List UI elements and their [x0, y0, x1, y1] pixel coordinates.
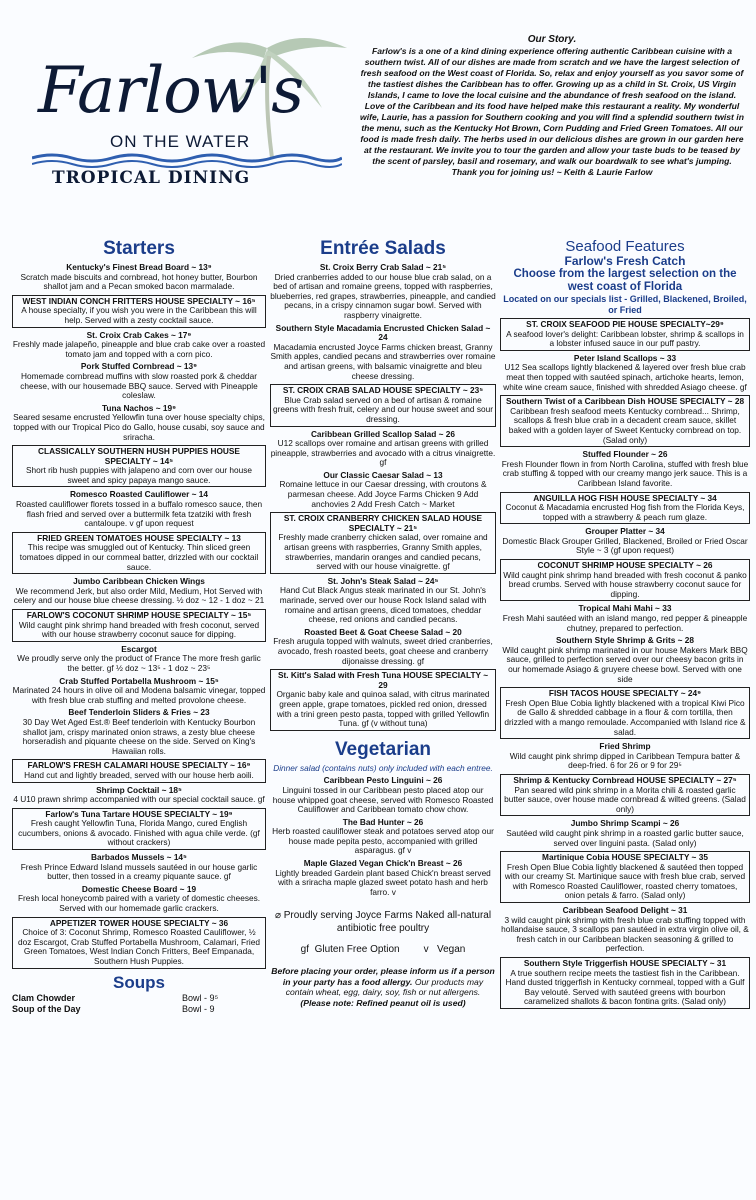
menu-item [270, 776, 496, 814]
vegetarian-title: Vegetarian [334, 738, 432, 760]
vegetarian-note: Dinner salad (contains nuts) only included with each entree. [273, 762, 493, 773]
menu-item-description: Wild caught pink shrimp hand breaded with fresh coconut & panko bread crumbs. Served with house strawberry coconut sauce for dipping. [503, 569, 747, 599]
menu-item-description: Wild caught pink shrimp marinated in our house Makers Mark BBQ sauce, grilled to perfection served over our cheesy bacon grits in our homemade Asiago & gruyere cheese bowl. Served with one side [502, 644, 748, 684]
menu-item [12, 677, 266, 706]
menu-item [12, 490, 266, 528]
menu-item-name: Tropical Mahi Mahi ~ 33 [578, 603, 672, 614]
menu-item-description: Blue Crab salad served on a bed of artisan & romaine greens with fresh fruit, celery and our house sweet and sour dressing. [273, 394, 493, 424]
menu-item-name: Roasted Beet & Goat Cheese Salad ~ 20 [304, 626, 462, 637]
menu-item-description: A true southern recipe meets the tastiest fish in the Caribbean. Hand dusted triggerfish in Kentucky cornmeal, topped with a Gulf Bay velouté. Served with sautéed greens with bourbon caramelized shallots & bacon fontina grits. (Salad only) [505, 967, 745, 1007]
menu-item-name: Caribbean Grilled Scallop Salad ~ 26 [310, 428, 456, 439]
menu-item-name: ST. CROIX CRAB SALAD HOUSE SPECIALTY ~ 23⁵ [282, 385, 484, 396]
legend [270, 909, 496, 956]
menu-item-name: Shrimp Cocktail ~ 18⁵ [96, 784, 182, 795]
menu-item-name: Romesco Roasted Cauliflower ~ 14 [69, 489, 209, 500]
menu-item [12, 532, 266, 574]
soup-price: Bowl - 9⁵ [182, 992, 219, 1003]
menu-item-description: Fresh Flounder flown in from North Carolina, stuffed with fresh blue crab stuffing & topped with our creamy mango jerk sauce. This is a Caribbean Island favorite. [501, 458, 749, 488]
menu-item-description: Lightly breaded Gardein plant based Chick'n breast served with a sriracha maple glazed sweet potato hash and herb farro. v [275, 867, 491, 897]
menu-item-name: Our Classic Caesar Salad ~ 13 [323, 469, 443, 480]
menu-item [500, 687, 750, 739]
menu-item-description: Homemade cornbread muffins with slow roasted pork & cheddar cheese, with our housemade BBQ sauce. Served with Pineapple coleslaw. [20, 370, 258, 401]
menu-item-description: We recommend Jerk, but also order Mild, Medium, Hot Served with celery and our house blue cheese dressing. ½ doz ~ 12 - 1 doz ~ 21 [13, 585, 265, 606]
menu-item-name: FARLOW'S COCONUT SHRIMP HOUSE SPECIALTY ~ 15⁵ [26, 610, 252, 620]
menu-item-description: Roasted cauliflower florets tossed in a buffalo romesco sauce, then flash fried and served over a buttermilk feta tzatziki with fresh cantaloupe. v gf upon request [15, 499, 263, 529]
fresh-catch-note: Located on our specials list - Grilled, Blackened, Broiled, or Fried [503, 294, 747, 315]
menu-item-description: Macadamia encrusted Joyce Farms chicken breast, Granny Smith apples, candied pecans and strawberries over romaine and artisan greens, with balsamic vinaigrette and bleu cheese dressing. [270, 341, 496, 381]
menu-item-name: FRIED GREEN TOMATOES HOUSE SPECIALTY ~ 13 [37, 532, 241, 543]
menu-item-name: ANGUILLA HOG FISH HOUSE SPECIALTY ~ 34 [533, 492, 717, 503]
menu-item [500, 604, 750, 633]
soups-title: Soups [113, 972, 165, 992]
menu-item-name: ST. CROIX SEAFOOD PIE HOUSE SPECIALTY~29⁹ [526, 319, 724, 329]
menu-item-description: Domestic Black Grouper Grilled, Blackened, Broiled or Fried Oscar Style ~ 3 (gf upon request) [502, 535, 748, 556]
menu-item [270, 628, 496, 666]
menu-item-name: St. Croix Berry Crab Salad ~ 21⁵ [319, 262, 447, 272]
allergy-notice: Before placing your order, please inform us if a person in your party has a food allergy. Our products may contain wheat, egg, dairy, soy, fish or nut allergens. (Please note: Refined peanut oil is used) [271, 966, 495, 1008]
menu-item-name: FISH TACOS HOUSE SPECIALTY ~ 24⁹ [548, 688, 702, 699]
menu-item-description: Coconut & Macadamia encrusted Hog fish from the Florida Keys, topped with a strawberry & peach rum glaze. [505, 502, 745, 522]
menu-item-description: Wild caught pink shrimp hand breaded with fresh coconut, served with our house strawberry coconut sauce for dipping. [18, 619, 260, 640]
menu-item-name: Southern Style Macadamia Encrusted Chicken Salad ~ 24 [275, 322, 491, 343]
menu-item-description: Fresh arugula topped with walnuts, sweet dried cranberries, avocado, fresh roasted beets, goat cheese and cranberry dijonaisse dressing. gf [273, 636, 493, 666]
menu-item-name: Southern Twist of a Caribbean Dish HOUSE SPECIALTY ~ 28 [505, 396, 745, 407]
menu-item [12, 577, 266, 606]
menu-item-description: U12 Sea scallops lightly blackened & layered over fresh blue crab meat then topped with sautéed spinach, artichoke hearts, lemon, white wine cream sauce, finished with shredded Asiago cheese. gf [503, 362, 747, 392]
menu-item-name: Fried Shrimp [599, 741, 651, 752]
menu-item-description: Freshly made cranberry chicken salad, over romaine and artisan greens with raspberries, Granny Smith apples, strawberries, mandarin oranges and candied pecans, served with our house vinaigrette. gf [278, 532, 488, 572]
menu-item-name: Maple Glazed Vegan Chick'n Breast ~ 26 [303, 858, 463, 869]
menu-item-description: Hand Cut Black Angus steak marinated in our St. John's marinade, served over our house Rock Island salad with romaine and artisan greens, diced tomatoes, cheddar cheese, red onions and candied pecans. [279, 585, 487, 625]
menu-item-description: Fresh Open Blue Cobia lightly blackened with a tropical Kiwi Pico de Gallo & shredded cabbage in a flour & corn tortilla, then drizzled with a mango remoulade. Accompanied with Island rice & salad. [504, 697, 746, 737]
menu-item-description: Herb roasted cauliflower steak and potatoes served atop our house made pepita pesto, accompanied with grilled asparagus. gf v [272, 826, 494, 856]
menu-item [500, 492, 750, 525]
menu-item-description: Dried cranberries added to our house blue crab salad, on a bed of artisan and romaine greens, topped with raspberries, blueberries, red grapes, strawberries, pineapple, and candied pecans, in a crispy cinnamon sugar bowl. Served with raspberry vinaigrette. [270, 271, 496, 320]
brand-tagline: ON THE WATER [110, 132, 251, 151]
story-signoff: Thank you for joining us! ~ Keith & Laurie Farlow [451, 167, 653, 177]
menu-item [500, 819, 750, 848]
legend-joyce: ⌀ Proudly serving Joyce Farms Naked all-natural antibiotic free poultry [274, 910, 492, 935]
restaurant-logo [22, 28, 352, 198]
menu-item-description: Pan seared wild pink shrimp in a Morita chili & roasted garlic butter sauce, over house made cornbread & wilted greens. (Salad only) [504, 784, 746, 814]
menu-item [270, 818, 496, 856]
menu-item-description: 4 U10 prawn shrimp accompanied with our special cocktail sauce. gf [13, 794, 265, 805]
menu-item [500, 742, 750, 771]
menu-item-description: Scratch made biscuits and cornbread, hot honey butter, Bourbon shallot jam and a Pecan smoked bacon marmalade. [20, 271, 258, 292]
seafood-list [500, 318, 750, 1009]
menu-item-name: Barbados Mussels ~ 14⁵ [91, 852, 187, 863]
menu-item-description: Short rib hush puppies with jalapeno and corn over our house sweet and spicy papaya mango sauce. [25, 465, 252, 485]
menu-item-name: Caribbean Pesto Linguini ~ 26 [323, 775, 443, 786]
starters-column [12, 238, 266, 1015]
menu-item [270, 263, 496, 321]
menu-item-description: Fresh caught Yellowfin Tuna, Florida Mango, cured English cucumbers, onions & avocado. Finished with agua chile verde. (gf without crackers) [18, 818, 260, 848]
menu-item-name: APPETIZER TOWER HOUSE SPECIALTY ~ 36 [49, 917, 229, 928]
seafood-title: Seafood Features [565, 238, 685, 255]
menu-item-description: 3 wild caught pink shrimp with fresh blue crab stuffing topped with hollandaise sauce, 3 scallops pan sautéed in extra virgin olive oil, & fresh catch in our Caribbean blacken seasoning & grilled to perfection. [501, 914, 749, 954]
brand-name: Farlow's [38, 54, 304, 128]
menu-item-description: Romaine lettuce in our Caesar dressing, with croutons & parmesan cheese. Add Joyce Farms Chicken 9 Add anchovies 2 Add Fresh Catch ~ Market [279, 479, 487, 509]
menu-item-description: Wild caught pink shrimp dipped in Caribbean Tempura batter & deep-fried. 6 for 26 or 9 for 29⁵ [509, 750, 741, 771]
salads-title: Entrée Salads [320, 238, 446, 259]
menu-item-description: U12 scallops over romaine and artisan greens with grilled pineapple, strawberries and avocado with a citrus vinaigrette. gf [270, 438, 496, 468]
menu-item-description: Fresh Mahi sautéed with an island mango, red pepper & pineapple chutney, prepared to perfection. [502, 613, 748, 633]
menu-item-name: Beef Tenderloin Sliders & Fries ~ 23 [68, 707, 210, 718]
menu-item [500, 395, 750, 447]
menu-item [270, 669, 496, 731]
salads-column [270, 238, 496, 1008]
menu-item-description: Freshly made jalapeño, pineapple and blue crab cake over a roasted tomato jam and topped with a corn pico. [12, 339, 266, 359]
soup-name: Soup of the Day [12, 1003, 81, 1014]
menu-item-description: Fresh local honeycomb paired with a variety of domestic cheeses. Served with our homemade garlic crackers. [17, 893, 261, 914]
menu-item [500, 957, 750, 1009]
soup-price: Bowl - 9 [182, 1003, 215, 1014]
menu-item-name: Southern Style Shrimp & Grits ~ 28 [555, 635, 695, 646]
menu-item [12, 645, 266, 674]
menu-item-name: Kentucky's Finest Bread Board ~ 13⁹ [66, 262, 212, 272]
menu-item [270, 324, 496, 382]
menu-item-name: St. Croix Crab Cakes ~ 17⁹ [86, 329, 192, 340]
menu-item-name: Pork Stuffed Cornbread ~ 13⁹ [80, 361, 198, 372]
menu-item-description: Caribbean fresh seafood meets Kentucky cornbread... Shrimp, scallops & fresh blue crab in a decadent cream sauce, skillet baked with a golden layer of Sweet Kentucky cornbread on top. (Salad only) [508, 405, 742, 445]
menu-item-name: WEST INDIAN CONCH FRITTERS HOUSE SPECIALTY ~ 16⁵ [22, 295, 256, 306]
menu-item-description: Fresh Open Blue Cobia lightly blackened & sautéed then topped with our creamy St. Martinique sauce with fresh blue crab, served with Romesco Roasted Cauliflower, roasted cherry tomatoes, onion petals & farro. (Salad only) [504, 861, 746, 901]
menu-item-name: The Bad Hunter ~ 26 [342, 816, 424, 827]
menu-item-name: CLASSICALLY SOUTHERN HUSH PUPPIES HOUSE SPECIALTY ~ 14⁵ [38, 446, 240, 466]
menu-item-name: Peter Island Scallops ~ 33 [573, 352, 677, 363]
menu-item-description: Seared sesame encrusted Yellowfin tuna over house specialty chips, topped with our Tropical Pico do Gallo, house cusabi, soy sauce and sriracha. [13, 412, 265, 442]
menu-item-name: St. John's Steak Salad ~ 24⁵ [327, 575, 439, 586]
menu-item-name: Caribbean Seafood Delight ~ 31 [562, 905, 688, 916]
menu-item-name: Farlow's Tuna Tartare HOUSE SPECIALTY ~ 19⁹ [45, 808, 233, 819]
menu-item-name: Escargot [121, 643, 157, 654]
menu-item-name: Jumbo Shrimp Scampi ~ 26 [570, 818, 680, 829]
menu-item [500, 527, 750, 556]
menu-item-description: We proudly serve only the product of France The more fresh garlic the better. gf ½ doz ~ 13⁵ - 1 doz ~ 23⁵ [17, 653, 261, 673]
story-title: Our Story. [527, 34, 577, 45]
menu-item [270, 512, 496, 574]
menu-item [12, 853, 266, 882]
menu-item-description: Marinated 24 hours in olive oil and Modena balsamic vinegar, topped with fresh blue crab stuffing and melted provolone cheese. [12, 685, 266, 705]
menu-item [500, 906, 750, 954]
soup-name: Clam Chowder [12, 992, 76, 1003]
menu-item [500, 636, 750, 684]
menu-item-description: 30 Day Wet Aged Est.® Beef tenderloin with Kentucky Bourbon shallot jam, crispy marinated onion straws, a zesty blue cheese horseradish and piquante cheese on the side. Served on King's Hawaiian rolls. [22, 716, 256, 756]
menu-item [12, 362, 266, 400]
menu-item [270, 471, 496, 509]
menu-item-name: ST. CROIX CRANBERRY CHICKEN SALAD HOUSE SPECIALTY ~ 21⁵ [283, 513, 483, 533]
menu-item-description: Sautéed wild caught pink shrimp in a roasted garlic butter sauce, served over linguini pasta. (Salad only) [506, 827, 744, 848]
menu-item [270, 384, 496, 426]
menu-item [12, 786, 266, 805]
menu-item-name: Tuna Nachos ~ 19⁹ [101, 402, 177, 413]
legend-vegan: v Vegan [423, 944, 466, 956]
menu-item-name: COCONUT SHRIMP HOUSE SPECIALTY ~ 26 [537, 560, 713, 571]
menu-item [500, 851, 750, 903]
starters-list [12, 263, 266, 969]
soup-row [12, 1004, 266, 1015]
menu-item-description: This recipe was smuggled out of Kentucky. Thin sliced green tomatoes dipped in our cornmeal batter, drizzled with our cocktail sauce. [19, 542, 259, 572]
menu-item-description: A house specialty, if you wish you were in the Caribbean this will help. Served with a zesty cocktail sauce. [21, 305, 257, 325]
menu-item-description: Linguini tossed in our Caribbean pesto placed atop our house whipped goat cheese, served with Romesco Roasted Cauliflower and Caribbean tomato chow chow. [272, 784, 494, 815]
menu-item-description: Choice of 3: Coconut Shrimp, Romesco Roasted Cauliflower, ½ doz Escargot, Crab Stuffed Portabella Mushroom, Calamari, Fried Green Tomatoes, West Indian Conch Fritters, Beef Empanada, Southern Hush Puppies. [18, 927, 260, 966]
menu-item [12, 609, 266, 642]
brand-subtitle: TROPICAL DINING [52, 168, 251, 188]
menu-item-name: FARLOW'S FRESH CALAMARI HOUSE SPECIALTY ~ 16⁹ [27, 760, 251, 771]
wave-icon [32, 152, 342, 168]
menu-item-name: Domestic Cheese Board ~ 19 [81, 883, 197, 894]
menu-item [12, 708, 266, 756]
joyce-farms-icon: ⌀ [274, 910, 281, 922]
story-text: Farlow's is a one of a kind dining experience offering authentic Caribbean cuisine with a southern twist. All of our dishes are made from scratch and we have the largest selection of fresh seafood on the West coast of Florida. So, relax and enjoy yourself as you savor some of the tastiest dishes the Caribbean has to offer. Growing up as a child in St. Croix, US Virgin Islands, I came to love the local cuisine and the abundance of fresh seafood on the island. Love of the Caribbean and its food have helped make this restaurant a reality. My wonderful wife, Laurie, has a passion for Southern cooking and you will find a splendid southern twist in the menu, such as the Kentucky Hot Brown, Corn Pudding and Fried Green Tomatoes. All our food is made fresh daily. The herbs used in our delicious dishes are grown in our garden here at the restaurant. We invite you to tour the garden and allow your taste buds to be teased by the scent of parsley, basil and rosemary, and walk our boardwalk to see what's jumping. [360, 46, 744, 166]
menu-item-name: Crab Stuffed Portabella Mushroom ~ 15⁵ [59, 675, 219, 686]
soups-list [12, 993, 266, 1015]
menu-item [270, 577, 496, 625]
menu-item [12, 404, 266, 442]
menu-item [12, 331, 266, 360]
menu-item [270, 430, 496, 468]
soup-row [12, 993, 266, 1004]
menu-item [12, 445, 266, 487]
menu-item-name: Martinique Cobia HOUSE SPECIALTY ~ 35 [542, 852, 708, 863]
menu-item [12, 917, 266, 969]
menu-item [12, 295, 266, 328]
starters-title: Starters [103, 238, 175, 259]
salads-list [270, 263, 496, 731]
menu-item-name: Shrimp & Kentucky Cornbread HOUSE SPECIALTY ~ 27⁵ [513, 774, 737, 785]
menu-item-description: Fresh Prince Edward Island mussels sautéed in our house garlic butter, then tossed in a creamy piquante sauce. gf [20, 861, 258, 882]
menu-item [500, 559, 750, 601]
menu-item-name: Jumbo Caribbean Chicken Wings [73, 576, 205, 587]
seafood-column [500, 238, 750, 1009]
our-story [358, 34, 746, 178]
menu-item-description: A seafood lover's delight: Caribbean lobster, shrimp & scallops in a lobster infused sauce in our puff pastry. [506, 328, 744, 349]
menu-item-description: Hand cut and lightly breaded, served with our house herb aoili. [24, 769, 254, 780]
menu-item [500, 354, 750, 392]
menu-item [12, 808, 266, 850]
menu-item-name: St. Kitt's Salad with Fresh Tuna HOUSE SPECIALTY ~ 29 [277, 670, 489, 690]
menu-item [12, 759, 266, 782]
menu-item [270, 859, 496, 897]
menu-item-name: Grouper Platter ~ 34 [585, 526, 665, 537]
menu-item-description: Organic baby kale and quinoa salad, with citrus marinated green apple, grape tomatoes, pickled red onion, dressed with a trini green pesto pasta, topped with grilled Yellowfin Tuna. gf (v without tuna) [276, 689, 490, 729]
menu-item-name: Stuffed Flounder ~ 26 [582, 449, 668, 460]
menu-item [500, 318, 750, 351]
fresh-catch-subtitle: Choose from the largest selection on the west coast of Florida [513, 268, 737, 293]
legend-gluten-free: gf Gluten Free Option [300, 944, 400, 956]
menu-item [12, 263, 266, 292]
fresh-catch-title: Farlow's Fresh Catch [564, 254, 686, 268]
vegetarian-list [270, 776, 496, 897]
menu-item [500, 450, 750, 488]
menu-item-name: Southern Style Triggerfish HOUSE SPECIALTY ~ 31 [523, 958, 727, 969]
menu-item [500, 774, 750, 816]
menu-item [12, 885, 266, 914]
